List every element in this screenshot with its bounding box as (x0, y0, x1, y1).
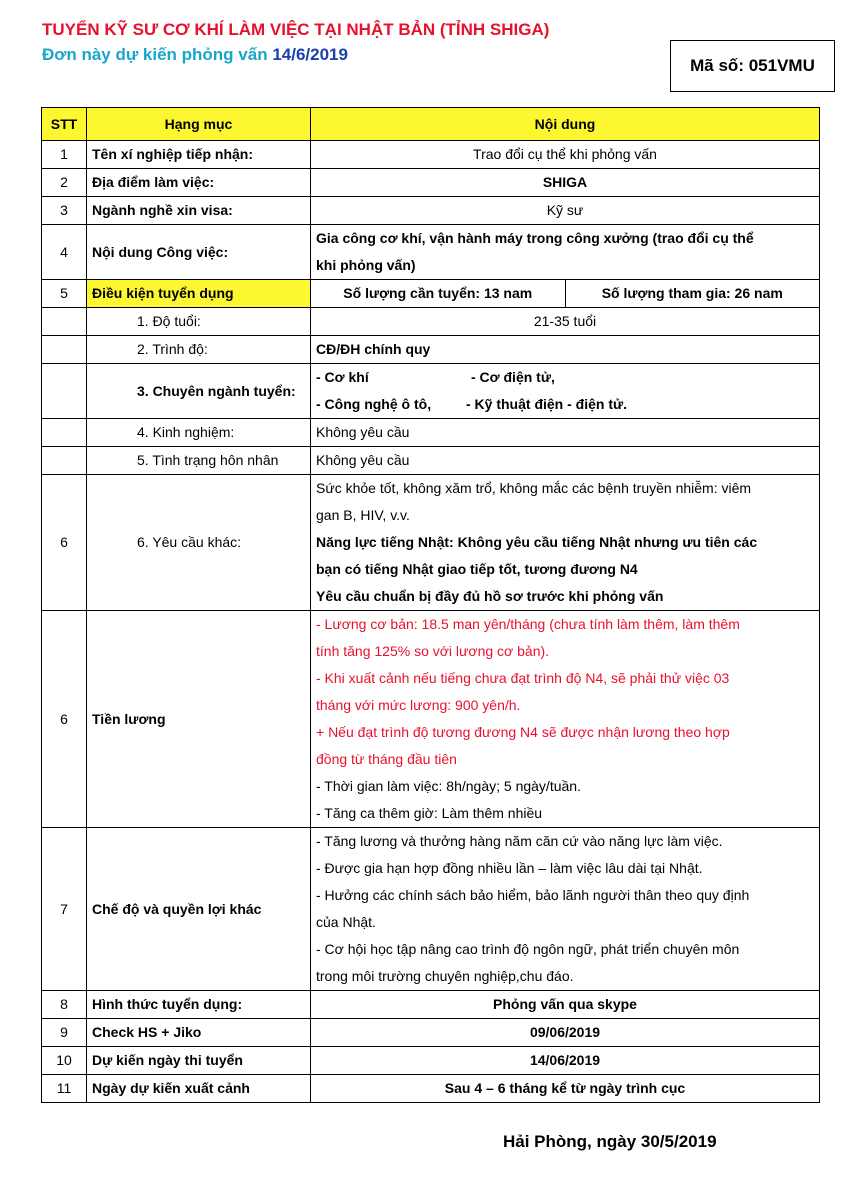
row-value: CĐ/ĐH chính quy (311, 336, 820, 364)
row-label: Ngày dự kiến xuất cảnh (87, 1075, 311, 1103)
row-label: 5. Tình trạng hôn nhân (87, 447, 311, 475)
column-header-category: Hạng mục (87, 108, 311, 141)
row-number: 9 (42, 1019, 87, 1047)
row-value: Không yêu cầu (311, 447, 820, 475)
row-label: Ngành nghề xin visa: (87, 197, 311, 225)
row-number: 3 (42, 197, 87, 225)
column-header-content: Nội dung (311, 108, 820, 141)
row-label: Nội dung Công việc: (87, 225, 311, 280)
text-line: - Tăng ca thêm giờ: Làm thêm nhiều (316, 805, 543, 821)
row-label: Dự kiến ngày thi tuyển (87, 1047, 311, 1075)
row-number: 4 (42, 225, 87, 280)
row-value: SHIGA (311, 169, 820, 197)
row-label: Tên xí nghiệp tiếp nhận: (87, 141, 311, 169)
row-number: 7 (42, 828, 87, 991)
row-value: Trao đổi cụ thể khi phỏng vấn (311, 141, 820, 169)
table-header-row (42, 108, 820, 141)
row-number: 6 (42, 475, 87, 611)
table-row (42, 447, 820, 475)
row-number (42, 447, 87, 475)
row-value: Sau 4 – 6 tháng kể từ ngày trình cục (311, 1075, 820, 1103)
table-row (42, 197, 820, 225)
row-number: 8 (42, 991, 87, 1019)
text-line: đồng từ tháng đầu tiên (316, 751, 457, 767)
table-row (42, 1047, 820, 1075)
row-value: Không yêu cầu (311, 419, 820, 447)
major-item: - Kỹ thuật điện - điện tử. (466, 396, 628, 412)
table-row (42, 225, 820, 280)
table-row (42, 828, 820, 991)
row-value (311, 475, 820, 611)
code-box: Mã số: 051VMU (670, 40, 835, 92)
quota-needed: Số lượng cần tuyển: 13 nam (311, 280, 566, 307)
row-number: 10 (42, 1047, 87, 1075)
major-item: - Cơ điện tử, (471, 369, 555, 385)
row-value (311, 828, 820, 991)
text-line: tháng với mức lương: 900 yên/h. (316, 697, 521, 713)
text-line: - Thời gian làm việc: 8h/ngày; 5 ngày/tuần. (316, 778, 581, 794)
column-header-stt: STT (42, 108, 87, 141)
text-line: tính tăng 125% so với lương cơ bản). (316, 643, 550, 659)
table-row (42, 991, 820, 1019)
row-number (42, 364, 87, 419)
table-row (42, 1075, 820, 1103)
row-value (311, 364, 820, 419)
quota-participants: Số lượng tham gia: 26 nam (601, 285, 783, 301)
table-row (42, 611, 820, 828)
table-row (42, 364, 820, 419)
row-label: Hình thức tuyển dụng: (87, 991, 311, 1019)
row-number (42, 336, 87, 364)
text-line: gan B, HIV, v.v. (316, 507, 410, 523)
text-line: - Tăng lương và thưởng hàng năm căn cứ vào năng lực làm việc. (316, 833, 723, 849)
row-label: 6. Yêu cầu khác: (87, 475, 311, 611)
text-line: Yêu cầu chuẩn bị đầy đủ hồ sơ trước khi phỏng vấn (316, 588, 664, 604)
row-value: 14/06/2019 (311, 1047, 820, 1075)
text-line: + Nếu đạt trình độ tương đương N4 sẽ được nhận lương theo hợp (316, 724, 730, 740)
place-date: Hải Phòng, ngày 30/5/2019 (503, 1132, 717, 1151)
table-row (42, 336, 820, 364)
text-line: trong môi trường chuyên nghiệp,chu đáo. (316, 968, 574, 984)
text-line: - Hưởng các chính sách bảo hiểm, bảo lãnh người thân theo quy định (316, 887, 750, 903)
text-line: - Lương cơ bản: 18.5 man yên/tháng (chưa tính làm thêm, làm thêm (316, 616, 740, 632)
table-row (42, 419, 820, 447)
row-number: 1 (42, 141, 87, 169)
table-row (42, 1019, 820, 1047)
row-value: 09/06/2019 (311, 1019, 820, 1047)
text-line: Gia công cơ khí, vận hành máy trong công xưởng (trao đổi cụ thể (316, 230, 754, 246)
document-title: TUYỂN KỸ SƯ CƠ KHÍ LÀM VIỆC TẠI NHẬT BẢN (TỈNH SHIGA) (42, 20, 550, 39)
major-item: - Công nghệ ô tô, (316, 396, 432, 412)
job-table (41, 107, 820, 1103)
interview-note (42, 45, 348, 65)
text-line (316, 391, 627, 418)
row-label: Điều kiện tuyển dụng (87, 280, 311, 308)
row-number: 11 (42, 1075, 87, 1103)
row-label: 3. Chuyên ngành tuyển: (87, 364, 311, 419)
text-line: bạn có tiếng Nhật giao tiếp tốt, tương đương N4 (316, 561, 638, 577)
row-value (311, 280, 820, 308)
row-value: Kỹ sư (311, 197, 820, 225)
row-label: Chế độ và quyền lợi khác (87, 828, 311, 991)
row-label: Check HS + Jiko (87, 1019, 311, 1047)
table-row (42, 141, 820, 169)
table-row (42, 169, 820, 197)
row-label: Địa điểm làm việc: (87, 169, 311, 197)
table-row (42, 280, 820, 308)
row-label: 4. Kinh nghiệm: (87, 419, 311, 447)
row-value: 21-35 tuổi (311, 308, 820, 336)
text-line: - Khi xuất cảnh nếu tiếng chưa đạt trình độ N4, sẽ phải thử việc 03 (316, 670, 730, 686)
row-number: 2 (42, 169, 87, 197)
text-line: Sức khỏe tốt, không xăm trổ, không mắc các bệnh truyền nhiễm: viêm (316, 480, 752, 496)
table-row (42, 308, 820, 336)
table-row (42, 475, 820, 611)
row-value (311, 611, 820, 828)
major-item: - Cơ khí (316, 369, 369, 385)
text-line (316, 364, 555, 391)
row-number (42, 308, 87, 336)
interview-date: 14/6/2019 (272, 45, 348, 64)
row-number: 6 (42, 611, 87, 828)
interview-note-text: Đơn này dự kiến phỏng vấn (42, 45, 273, 64)
row-value (311, 225, 820, 280)
row-label: 1. Độ tuổi: (87, 308, 311, 336)
text-line: - Cơ hội học tập nâng cao trình độ ngôn ngữ, phát triển chuyên môn (316, 941, 740, 957)
text-line: khi phỏng vấn) (316, 257, 416, 273)
row-number (42, 419, 87, 447)
row-label: 2. Trình độ: (87, 336, 311, 364)
row-value: Phỏng vấn qua skype (311, 991, 820, 1019)
row-number: 5 (42, 280, 87, 308)
text-line: - Được gia hạn hợp đồng nhiều lần – làm việc lâu dài tại Nhật. (316, 860, 703, 876)
row-label: Tiền lương (87, 611, 311, 828)
text-line: Năng lực tiếng Nhật: Không yêu cầu tiếng Nhật nhưng ưu tiên các (316, 534, 758, 550)
text-line: của Nhật. (316, 914, 376, 930)
